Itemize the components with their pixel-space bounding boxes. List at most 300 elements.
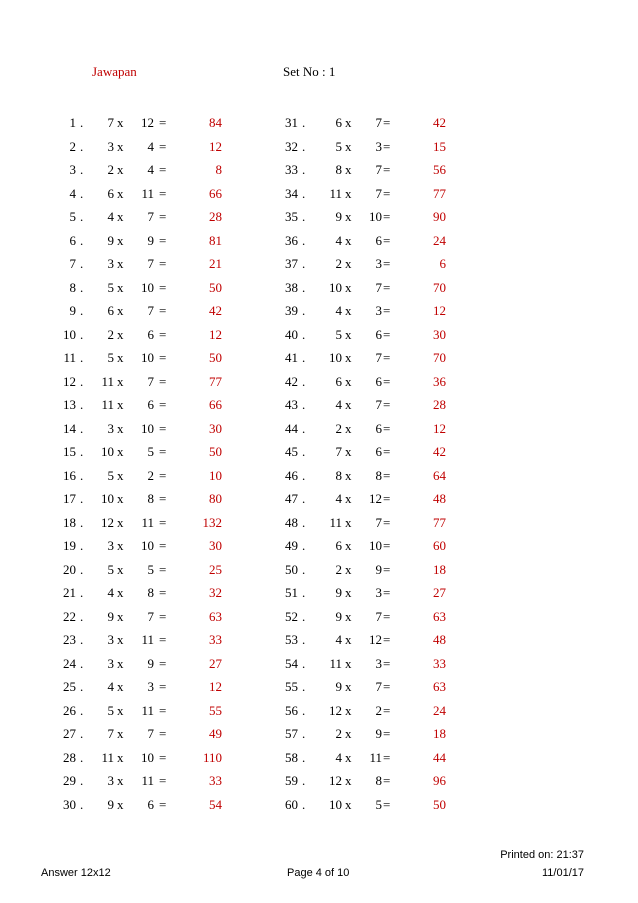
equals-sign: = [383, 256, 391, 272]
factor-a: 6 [107, 185, 114, 201]
times-sign: x [345, 467, 352, 483]
problem-row [0, 605, 638, 629]
factor-b: 9 [375, 726, 382, 742]
equals-sign: = [159, 796, 167, 812]
problem-number: 47 [285, 491, 298, 507]
number-dot: . [302, 749, 306, 765]
answer-value: 110 [202, 749, 222, 765]
number-dot: . [302, 350, 306, 366]
number-dot: . [80, 420, 84, 436]
problem-row [0, 440, 638, 464]
factor-a: 11 [101, 749, 114, 765]
equals-sign: = [383, 303, 391, 319]
number-dot: . [302, 585, 306, 601]
factor-a: 7 [107, 115, 114, 130]
factor-a: 3 [107, 632, 114, 648]
factor-b: 6 [375, 373, 382, 389]
equals-sign: = [383, 373, 391, 389]
factor-a: 5 [335, 138, 342, 154]
factor-a: 4 [107, 209, 114, 225]
number-dot: . [80, 115, 84, 130]
equals-sign: = [159, 232, 167, 248]
equals-sign: = [383, 632, 391, 648]
problem-row [0, 393, 638, 417]
factor-a: 4 [335, 303, 342, 319]
factor-a: 10 [329, 350, 342, 366]
factor-b: 10 [369, 209, 382, 225]
answer-value: 36 [433, 373, 446, 389]
equals-sign: = [383, 279, 391, 295]
factor-b: 11 [141, 514, 154, 530]
answer-value: 132 [202, 514, 222, 530]
number-dot: . [80, 655, 84, 671]
problem-number: 14 [63, 420, 76, 436]
answer-value: 24 [433, 232, 446, 248]
problem-row [0, 699, 638, 723]
answer-value: 42 [433, 115, 446, 130]
times-sign: x [345, 585, 352, 601]
answer-value: 50 [209, 444, 222, 460]
number-dot: . [80, 561, 84, 577]
equals-sign: = [383, 185, 391, 201]
problem-row [0, 793, 638, 817]
equals-sign: = [383, 444, 391, 460]
number-dot: . [80, 209, 84, 225]
times-sign: x [345, 491, 352, 507]
number-dot: . [80, 350, 84, 366]
problem-number: 4 [69, 185, 76, 201]
times-sign: x [117, 209, 124, 225]
problem-number: 60 [285, 796, 298, 812]
problem-row [0, 487, 638, 511]
factor-b: 7 [147, 209, 154, 225]
times-sign: x [345, 256, 352, 272]
factor-a: 3 [107, 138, 114, 154]
factor-a: 2 [107, 162, 114, 178]
problem-number: 37 [285, 256, 298, 272]
answer-value: 18 [433, 726, 446, 742]
factor-a: 5 [107, 279, 114, 295]
answer-value: 84 [209, 115, 222, 130]
answer-value: 12 [209, 679, 222, 695]
problem-row [0, 675, 638, 699]
equals-sign: = [159, 279, 167, 295]
factor-b: 12 [141, 115, 154, 130]
answer-value: 80 [209, 491, 222, 507]
problem-number: 16 [63, 467, 76, 483]
equals-sign: = [159, 726, 167, 742]
number-dot: . [302, 397, 306, 413]
number-dot: . [80, 256, 84, 272]
times-sign: x [117, 491, 124, 507]
problem-row [0, 158, 638, 182]
problem-number: 44 [285, 420, 298, 436]
answer-value: 54 [209, 796, 222, 812]
times-sign: x [117, 397, 124, 413]
problem-number: 38 [285, 279, 298, 295]
problem-number: 46 [285, 467, 298, 483]
number-dot: . [80, 444, 84, 460]
number-dot: . [302, 279, 306, 295]
equals-sign: = [383, 115, 391, 130]
problem-number: 57 [285, 726, 298, 742]
answer-value: 90 [433, 209, 446, 225]
problem-number: 45 [285, 444, 298, 460]
times-sign: x [345, 350, 352, 366]
times-sign: x [117, 796, 124, 812]
problem-number: 40 [285, 326, 298, 342]
problem-number: 10 [63, 326, 76, 342]
answer-value: 12 [433, 420, 446, 436]
answer-value: 77 [433, 514, 446, 530]
factor-a: 5 [107, 350, 114, 366]
equals-sign: = [159, 585, 167, 601]
problem-number: 12 [63, 373, 76, 389]
equals-sign: = [159, 256, 167, 272]
factor-b: 5 [147, 561, 154, 577]
factor-b: 9 [147, 655, 154, 671]
set-number: Set No : 1 [283, 64, 336, 79]
number-dot: . [302, 185, 306, 201]
answer-value: 49 [209, 726, 222, 742]
factor-a: 3 [107, 773, 114, 789]
factor-a: 6 [107, 303, 114, 319]
factor-b: 10 [141, 749, 154, 765]
times-sign: x [345, 373, 352, 389]
factor-a: 5 [335, 326, 342, 342]
number-dot: . [80, 796, 84, 812]
factor-b: 11 [141, 702, 154, 718]
times-sign: x [117, 373, 124, 389]
problem-number: 51 [285, 585, 298, 601]
times-sign: x [345, 608, 352, 624]
factor-b: 10 [369, 538, 382, 554]
times-sign: x [117, 444, 124, 460]
equals-sign: = [383, 491, 391, 507]
times-sign: x [345, 561, 352, 577]
problem-row [0, 746, 638, 770]
times-sign: x [117, 702, 124, 718]
times-sign: x [117, 420, 124, 436]
problem-number: 29 [63, 773, 76, 789]
equals-sign: = [383, 538, 391, 554]
factor-b: 7 [375, 514, 382, 530]
factor-b: 6 [147, 397, 154, 413]
factor-a: 10 [101, 444, 114, 460]
number-dot: . [80, 749, 84, 765]
answer-value: 44 [433, 749, 446, 765]
factor-a: 2 [335, 726, 342, 742]
problem-number: 48 [285, 514, 298, 530]
problem-number: 42 [285, 373, 298, 389]
number-dot: . [302, 115, 306, 130]
factor-a: 5 [107, 467, 114, 483]
number-dot: . [80, 726, 84, 742]
factor-a: 11 [329, 514, 342, 530]
problem-number: 55 [285, 679, 298, 695]
problem-row [0, 111, 638, 135]
answer-value: 12 [433, 303, 446, 319]
times-sign: x [117, 726, 124, 742]
number-dot: . [302, 538, 306, 554]
problem-number: 1 [69, 115, 76, 130]
equals-sign: = [383, 585, 391, 601]
equals-sign: = [383, 350, 391, 366]
equals-sign: = [159, 303, 167, 319]
number-dot: . [80, 702, 84, 718]
number-dot: . [80, 185, 84, 201]
problem-row [0, 464, 638, 488]
answer-value: 8 [215, 162, 222, 178]
problem-number: 25 [63, 679, 76, 695]
equals-sign: = [383, 420, 391, 436]
problem-number: 30 [63, 796, 76, 812]
answer-value: 50 [433, 796, 446, 812]
equals-sign: = [383, 726, 391, 742]
problem-row [0, 252, 638, 276]
answer-value: 32 [209, 585, 222, 601]
factor-a: 2 [335, 420, 342, 436]
factor-a: 7 [107, 726, 114, 742]
answer-value: 50 [209, 279, 222, 295]
problem-number: 39 [285, 303, 298, 319]
problem-number: 20 [63, 561, 76, 577]
number-dot: . [80, 467, 84, 483]
times-sign: x [117, 256, 124, 272]
factor-a: 12 [329, 702, 342, 718]
problem-row [0, 276, 638, 300]
problem-row [0, 417, 638, 441]
answer-value: 30 [433, 326, 446, 342]
answer-value: 77 [209, 373, 222, 389]
times-sign: x [117, 232, 124, 248]
times-sign: x [117, 185, 124, 201]
times-sign: x [345, 679, 352, 695]
answer-value: 64 [433, 467, 446, 483]
equals-sign: = [159, 209, 167, 225]
problem-row [0, 135, 638, 159]
factor-b: 10 [141, 350, 154, 366]
equals-sign: = [159, 608, 167, 624]
equals-sign: = [383, 209, 391, 225]
problem-number: 9 [69, 303, 76, 319]
number-dot: . [302, 162, 306, 178]
factor-a: 10 [329, 279, 342, 295]
factor-a: 9 [107, 232, 114, 248]
number-dot: . [302, 303, 306, 319]
problem-number: 13 [63, 397, 76, 413]
problem-number: 22 [63, 608, 76, 624]
problem-number: 33 [285, 162, 298, 178]
equals-sign: = [383, 162, 391, 178]
problem-row [0, 652, 638, 676]
answer-value: 18 [433, 561, 446, 577]
factor-b: 6 [375, 420, 382, 436]
factor-a: 8 [335, 162, 342, 178]
number-dot: . [80, 326, 84, 342]
problem-row [0, 628, 638, 652]
problem-number: 59 [285, 773, 298, 789]
equals-sign: = [383, 397, 391, 413]
factor-a: 7 [335, 444, 342, 460]
page-header [0, 64, 638, 84]
answer-value: 60 [433, 538, 446, 554]
answer-value: 25 [209, 561, 222, 577]
factor-a: 10 [101, 491, 114, 507]
times-sign: x [345, 749, 352, 765]
times-sign: x [117, 514, 124, 530]
factor-b: 3 [375, 303, 382, 319]
factor-b: 10 [141, 420, 154, 436]
factor-b: 11 [141, 185, 154, 201]
problem-row [0, 534, 638, 558]
number-dot: . [302, 608, 306, 624]
factor-a: 3 [107, 420, 114, 436]
equals-sign: = [159, 444, 167, 460]
factor-b: 8 [147, 491, 154, 507]
factor-b: 3 [375, 655, 382, 671]
answer-value: 6 [439, 256, 446, 272]
factor-b: 3 [375, 138, 382, 154]
times-sign: x [117, 303, 124, 319]
factor-a: 8 [335, 467, 342, 483]
times-sign: x [345, 655, 352, 671]
factor-b: 7 [375, 279, 382, 295]
answer-value: 70 [433, 350, 446, 366]
problem-row [0, 182, 638, 206]
factor-a: 12 [101, 514, 114, 530]
equals-sign: = [159, 561, 167, 577]
times-sign: x [117, 538, 124, 554]
problem-number: 15 [63, 444, 76, 460]
problem-number: 23 [63, 632, 76, 648]
problem-number: 43 [285, 397, 298, 413]
answer-value: 70 [433, 279, 446, 295]
factor-b: 6 [375, 232, 382, 248]
times-sign: x [345, 279, 352, 295]
factor-b: 12 [369, 491, 382, 507]
number-dot: . [302, 232, 306, 248]
equals-sign: = [159, 632, 167, 648]
number-dot: . [302, 467, 306, 483]
problem-number: 27 [63, 726, 76, 742]
times-sign: x [345, 397, 352, 413]
number-dot: . [302, 726, 306, 742]
answer-value: 48 [433, 632, 446, 648]
factor-a: 3 [107, 256, 114, 272]
number-dot: . [302, 420, 306, 436]
problem-row [0, 722, 638, 746]
problem-number: 31 [285, 115, 298, 130]
factor-b: 5 [147, 444, 154, 460]
factor-b: 7 [375, 679, 382, 695]
equals-sign: = [383, 608, 391, 624]
printed-time: Printed on: 21:37 [500, 849, 584, 861]
times-sign: x [345, 514, 352, 530]
times-sign: x [117, 350, 124, 366]
number-dot: . [302, 256, 306, 272]
equals-sign: = [159, 397, 167, 413]
times-sign: x [345, 209, 352, 225]
problem-number: 54 [285, 655, 298, 671]
equals-sign: = [383, 773, 391, 789]
factor-a: 9 [335, 608, 342, 624]
factor-a: 11 [101, 373, 114, 389]
answer-value: 28 [433, 397, 446, 413]
times-sign: x [345, 538, 352, 554]
equals-sign: = [383, 138, 391, 154]
equals-sign: = [159, 467, 167, 483]
equals-sign: = [159, 115, 167, 130]
answer-value: 48 [433, 491, 446, 507]
problem-number: 50 [285, 561, 298, 577]
problem-row [0, 323, 638, 347]
number-dot: . [302, 679, 306, 695]
problem-number: 32 [285, 138, 298, 154]
factor-b: 4 [147, 138, 154, 154]
factor-a: 4 [335, 632, 342, 648]
factor-a: 11 [329, 185, 342, 201]
equals-sign: = [383, 514, 391, 530]
problem-number: 34 [285, 185, 298, 201]
factor-b: 12 [369, 632, 382, 648]
factor-b: 10 [141, 538, 154, 554]
answer-value: 33 [209, 773, 222, 789]
factor-b: 6 [147, 326, 154, 342]
problem-number: 11 [63, 350, 76, 366]
number-dot: . [80, 679, 84, 695]
answer-value: 77 [433, 185, 446, 201]
times-sign: x [345, 444, 352, 460]
times-sign: x [117, 138, 124, 154]
document-title: Answer 12x12 [41, 867, 111, 879]
times-sign: x [345, 162, 352, 178]
number-dot: . [302, 491, 306, 507]
factor-a: 4 [335, 397, 342, 413]
number-dot: . [80, 608, 84, 624]
answer-value: 10 [209, 467, 222, 483]
problem-row [0, 581, 638, 605]
factor-b: 7 [147, 303, 154, 319]
problem-number: 52 [285, 608, 298, 624]
factor-a: 4 [107, 679, 114, 695]
problem-number: 3 [69, 162, 76, 178]
answer-value: 24 [433, 702, 446, 718]
factor-a: 2 [335, 561, 342, 577]
problem-number: 18 [63, 514, 76, 530]
number-dot: . [302, 209, 306, 225]
problem-number: 5 [69, 209, 76, 225]
times-sign: x [345, 632, 352, 648]
factor-a: 9 [335, 679, 342, 695]
factor-b: 11 [141, 773, 154, 789]
times-sign: x [345, 303, 352, 319]
number-dot: . [302, 796, 306, 812]
factor-a: 11 [101, 397, 114, 413]
number-dot: . [302, 702, 306, 718]
factor-b: 11 [369, 749, 382, 765]
factor-a: 11 [329, 655, 342, 671]
problem-number: 7 [69, 256, 76, 272]
answer-value: 56 [433, 162, 446, 178]
number-dot: . [302, 444, 306, 460]
equals-sign: = [383, 796, 391, 812]
factor-b: 9 [147, 232, 154, 248]
equals-sign: = [159, 538, 167, 554]
answer-value: 66 [209, 185, 222, 201]
answer-value: 33 [433, 655, 446, 671]
equals-sign: = [383, 232, 391, 248]
